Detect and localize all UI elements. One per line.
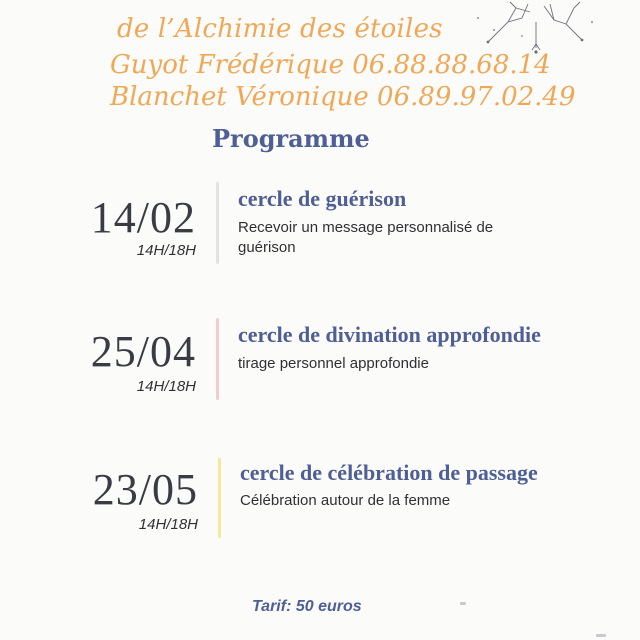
event-title: cercle de divination approfondie (238, 322, 541, 347)
event-description: Célébration autour de la femme (240, 492, 451, 509)
scan-speck (460, 602, 466, 605)
event-divider (216, 182, 219, 264)
programme-title: Programme (212, 124, 370, 153)
header-contact-guyot: Guyot Frédérique 06.88.88.68.14 (110, 50, 551, 80)
event-time: 14H/18H (136, 378, 196, 395)
event-description: tirage personnel approfondie (238, 355, 429, 372)
event-divider (218, 458, 221, 538)
event-time: 14H/18H (138, 516, 198, 533)
event-title: cercle de guérison (238, 186, 407, 211)
event-item (0, 182, 640, 292)
event-item (0, 456, 640, 566)
header-association-name: de l’Alchimie des étoiles (117, 14, 443, 44)
event-item (0, 318, 640, 428)
event-divider (216, 318, 219, 400)
event-date: 23/05 (92, 465, 198, 514)
tarif-price: Tarif: 50 euros (252, 598, 362, 615)
header-contact-blanchet: Blanchet Véronique 06.89.97.02.49 (110, 82, 576, 112)
event-date: 25/04 (90, 327, 196, 376)
event-description: Recevoir un message personnalisé de guérison (238, 219, 494, 256)
event-date: 14/02 (90, 193, 196, 242)
event-time: 14H/18H (136, 242, 196, 259)
event-title: cercle de célébration de passage (240, 460, 538, 485)
scan-speck (596, 634, 606, 637)
